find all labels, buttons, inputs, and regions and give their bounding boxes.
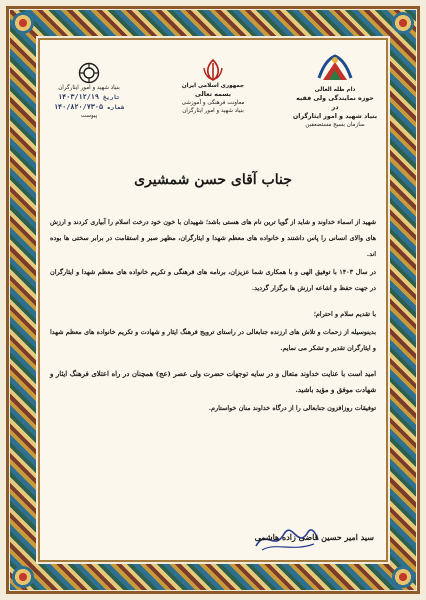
letterhead-left — [50, 62, 128, 120]
number-value: ۱۴۰/۸۲۰/۷۳۰۵ — [53, 103, 104, 111]
letterhead-right — [292, 52, 378, 129]
corner-ornament-icon — [392, 12, 414, 34]
corner-ornament-icon — [12, 12, 34, 34]
signatory-name: سید امیر حسین قاضی زاده هاشمی — [254, 532, 374, 542]
header-center-line1: جمهوری اسلامی ایران — [181, 83, 245, 89]
letter-body — [50, 214, 376, 418]
header-center-line3: معاونت فرهنگی و آموزشی — [181, 100, 245, 106]
number-label: شماره — [107, 105, 125, 111]
letterhead — [44, 52, 382, 134]
attachment-label: پیوست — [80, 113, 98, 119]
corner-ornament-icon — [392, 566, 414, 588]
letterhead-center — [160, 58, 266, 115]
header-right-line3: بنیاد شهید و امور ایثارگران — [292, 113, 378, 120]
body-paragraph-2: در سال ۱۴۰۳ با توفیق الهی و با همکاری شما عزیزان، برنامه های فرهنگی و تکریم خانواده های معظم شهدا و ایثارگران در جهت حفظ و اشاعه ارزش ها برگزار گردید. — [50, 268, 376, 292]
certificate-content — [44, 44, 382, 556]
body-paragraph-1: شهید از اسماء خداوند و شاید از گویا ترین نام های هستی باشد؛ شهیدان با خون خود درخت اسلام را آبیاری کردند و ارزش های والای انسانی را پاس داشتند و خانواده های معظم شهدا و ایثارگران، مظهر صبر و استقامت در برابر سختی ها بوده اند. — [50, 218, 376, 258]
header-center-line2: بسمه تعالی — [194, 91, 232, 98]
date-label: تاریخ — [103, 95, 120, 101]
header-right-line4: سازمان بسیج مستضعفین — [305, 122, 365, 128]
foundation-seal-icon — [50, 62, 128, 84]
martyrs-foundation-emblem-icon — [292, 52, 378, 86]
body-paragraph-6: توفیقات روزافزون جنابعالی را از درگاه خداوند منان خواستارم. — [208, 404, 376, 412]
signature-block — [174, 532, 374, 552]
body-paragraph-3: با تقدیم سلام و احترام؛ — [313, 310, 376, 318]
date-value: ۱۴۰۳/۱۲/۱۹ — [58, 93, 99, 101]
corner-ornament-icon — [12, 566, 34, 588]
header-right-line2: حوزه نمایندگی ولی فقیه در — [296, 95, 374, 111]
header-left-caption: بنیاد شهید و امور ایثارگران — [58, 85, 120, 91]
number-row — [50, 102, 128, 112]
iran-emblem-icon — [160, 58, 266, 82]
body-paragraph-5: امید است با عنایت خداوند متعال و در سایه توجهات حضرت ولی عصر (عج) همچنان در راه اعتلای فرهنگ ایثار و شهادت موفق و مؤید باشید. — [50, 370, 376, 394]
header-right-line1: دام ظله العالی — [314, 87, 356, 93]
header-center-line4: بنیاد شهید و امور ایثارگران — [182, 108, 244, 114]
recipient-title: جناب آقای حسن شمشیری — [134, 172, 292, 188]
date-row — [50, 92, 128, 102]
body-paragraph-4: بدینوسیله از زحمات و تلاش های ارزنده جنابعالی در راستای ترویج فرهنگ ایثار و شهادت و تکریم خانواده های معظم شهدا و ایثارگران تقدیر و تشکر می نمایم. — [50, 328, 376, 352]
